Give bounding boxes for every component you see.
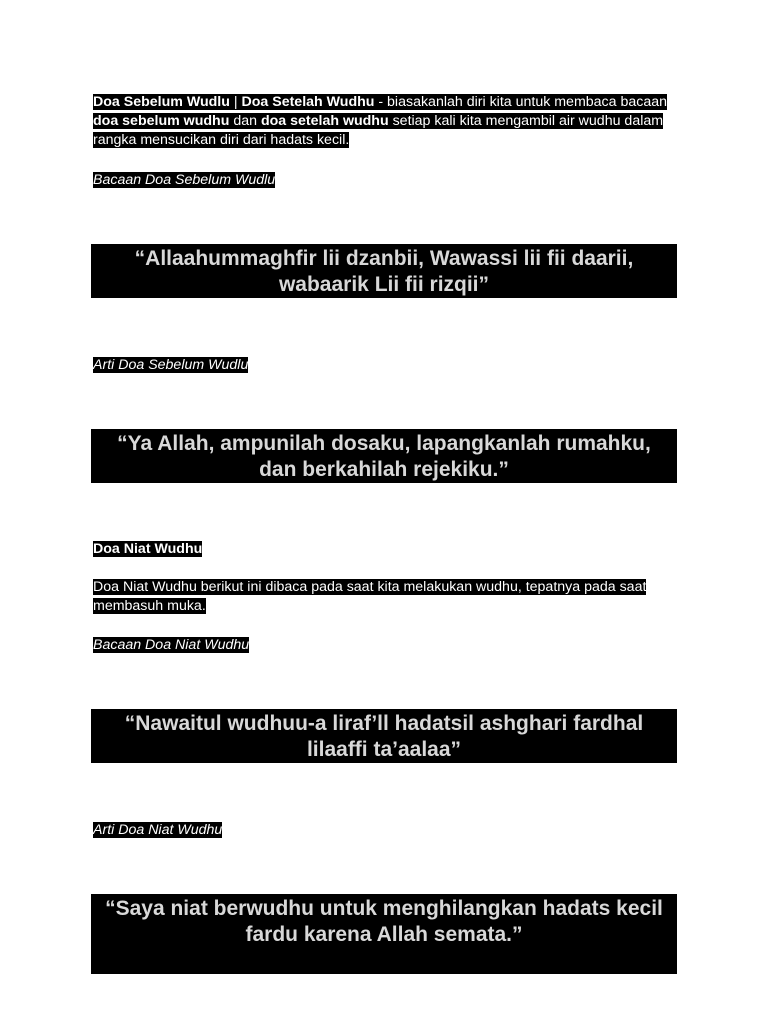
arti-niat-label-text: Arti Doa Niat Wudhu bbox=[93, 822, 223, 838]
bacaan-niat-label-text: Bacaan Doa Niat Wudhu bbox=[93, 637, 250, 653]
intro-bold-setelah: doa setelah wudhu bbox=[260, 113, 389, 129]
intro-text-3: setiap kali kita mengambil air wudhu dalam rangka mensucikan diri dari hadats kecil. bbox=[93, 113, 664, 148]
intro-separator: | bbox=[229, 94, 242, 110]
bacaan-sebelum-quote: “Allaahummaghfir lii dzanbii, Wawassi lii fii daarii, wabaarik Lii fii rizqii” bbox=[91, 244, 677, 298]
intro-bold-sebelum: doa sebelum wudhu bbox=[93, 113, 230, 129]
bacaan-niat-quote: “Nawaitul wudhuu-a liraf’ll hadatsil ashghari fardhal lilaaffi ta’aalaa” bbox=[91, 709, 677, 763]
intro-title-setelah: Doa Setelah Wudhu bbox=[241, 94, 375, 110]
niat-heading-text: Doa Niat Wudhu bbox=[93, 541, 203, 557]
intro-text-2: dan bbox=[229, 113, 261, 129]
bacaan-niat-label bbox=[93, 636, 683, 655]
bacaan-sebelum-label bbox=[93, 171, 683, 190]
niat-description bbox=[93, 578, 683, 616]
bacaan-sebelum-label-text: Bacaan Doa Sebelum Wudlu bbox=[93, 172, 276, 188]
arti-sebelum-quote: “Ya Allah, ampunilah dosaku, lapangkanlah rumahku, dan berkahilah rejekiku.” bbox=[91, 429, 677, 483]
niat-description-text: Doa Niat Wudhu berikut ini dibaca pada saat kita melakukan wudhu, tepatnya pada saat membasuh muka. bbox=[93, 579, 647, 614]
arti-sebelum-label-text: Arti Doa Sebelum Wudlu bbox=[93, 357, 249, 373]
arti-niat-quote: “Saya niat berwudhu untuk menghilangkan hadats kecil fardu karena Allah semata.” bbox=[91, 894, 677, 974]
niat-heading bbox=[93, 540, 683, 559]
intro-text-1: - biasakanlah diri kita untuk membaca bacaan bbox=[374, 94, 668, 110]
arti-sebelum-label bbox=[93, 356, 683, 375]
arti-niat-label bbox=[93, 821, 683, 840]
intro-title-sebelum: Doa Sebelum Wudlu bbox=[93, 94, 230, 110]
intro-paragraph bbox=[93, 93, 683, 150]
